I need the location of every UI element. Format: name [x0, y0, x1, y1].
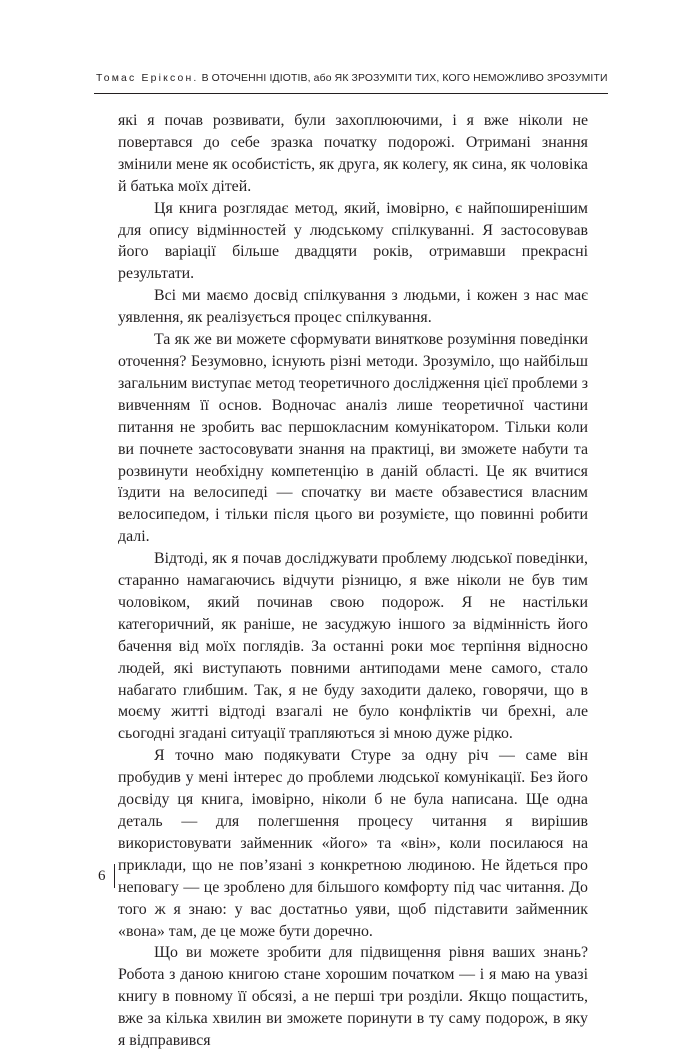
running-head-author: Томас Еріксон.: [96, 73, 199, 84]
paragraph: Та як же ви можете сформувати виняткове розуміння поведінки оточення? Безумовно, існують різні методи. Зрозуміло, що найбільш загальним виступає метод теоретичного дослідження цієї проблеми з вивченням її основ. Водночас аналіз лише теоретичної частини питання не зробить вас першокласним комунікатором. Тільки коли ви почнете застосовувати знання на практиці, ви зможете набути та розвинути необхідну компетенцію в даній області. Це як вчитися їздити на велосипеді — спочатку ви маєте обзавестися власним велосипедом, і тільки після цього ви розумієте, що повинні робити далі.: [118, 331, 588, 546]
body-text: [118, 110, 588, 1052]
paragraph: Я точно маю подякувати Стуре за одну річ — саме він пробудив у мені інтерес до проблеми людської комунікації. Без його досвіду ця книга, імовірно, ніколи б не була написана. Ще одна деталь — для полегшення процесу читання я вирішив використовувати займенник «його» та «він», коли посилаюся на приклади, що не пов’язані з конкретною людиною. Не йдеться про неповагу — це зроблено для більшого комфорту під час читання. До того ж я знаю: у вас достатньо уяви, щоб підставити займенник «вона» там, де це може бути доречно.: [118, 747, 588, 940]
paragraph: Відтоді, як я почав досліджувати проблему людської поведінки, старанно намагаючись відчути різницю, я вже ніколи не був тим чоловіком, який починав свою подорож. Я не настільки категоричний, як раніше, не засуджую іншого за відмінність його бачення від моїх поглядів. За останні роки моє терпіння відносно людей, які виступають повними антиподами мене самого, стало набагато глибшим. Так, я не буду заходити далеко, говорячи, що в моєму житті відтоді взагалі не було конфліктів чи брехні, але сьогодні згадані ситуації трапляються зі мною дуже рідко.: [118, 550, 588, 743]
folio-rule: [114, 864, 115, 888]
paragraph: Що ви можете зробити для підвищення рівня ваших знань? Робота з даною книгою стане хорошим початком — і я маю на увазі книгу в повному її обсязі, а не перші три розділи. Якщо пощастить, вже за кілька хвилин ви зможете поринути в ту саму подорож, в яку я відправився: [118, 944, 588, 1050]
running-head-title: В ОТОЧЕННІ ІДІОТІВ, або ЯК ЗРОЗУМІТИ ТИХ, КОГО НЕМОЖЛИВО ЗРОЗУМІТИ: [201, 73, 608, 84]
page-number: 6: [98, 868, 106, 884]
folio: [98, 864, 115, 888]
running-head: [96, 72, 606, 86]
running-head-rule: [94, 93, 608, 94]
paragraph-continued: які я почав розвивати, були захоплюючими, і я вже ніколи не повертався до себе зразка початку подорожі. Отримані знання змінили мене як особистість, як друга, як колегу, як сина, як чоловіка й батька моїх дітей.: [118, 112, 588, 195]
paragraph: Всі ми маємо досвід спілкування з людьми, і кожен з нас має уявлення, як реалізується процес спілкування.: [118, 287, 588, 327]
paragraph: Ця книга розглядає метод, який, імовірно, є найпоширенішим для опису відмінностей у людському спілкуванні. Я застосовував його варіації більше двадцяти років, отримавши прекрасні результати.: [118, 199, 588, 283]
